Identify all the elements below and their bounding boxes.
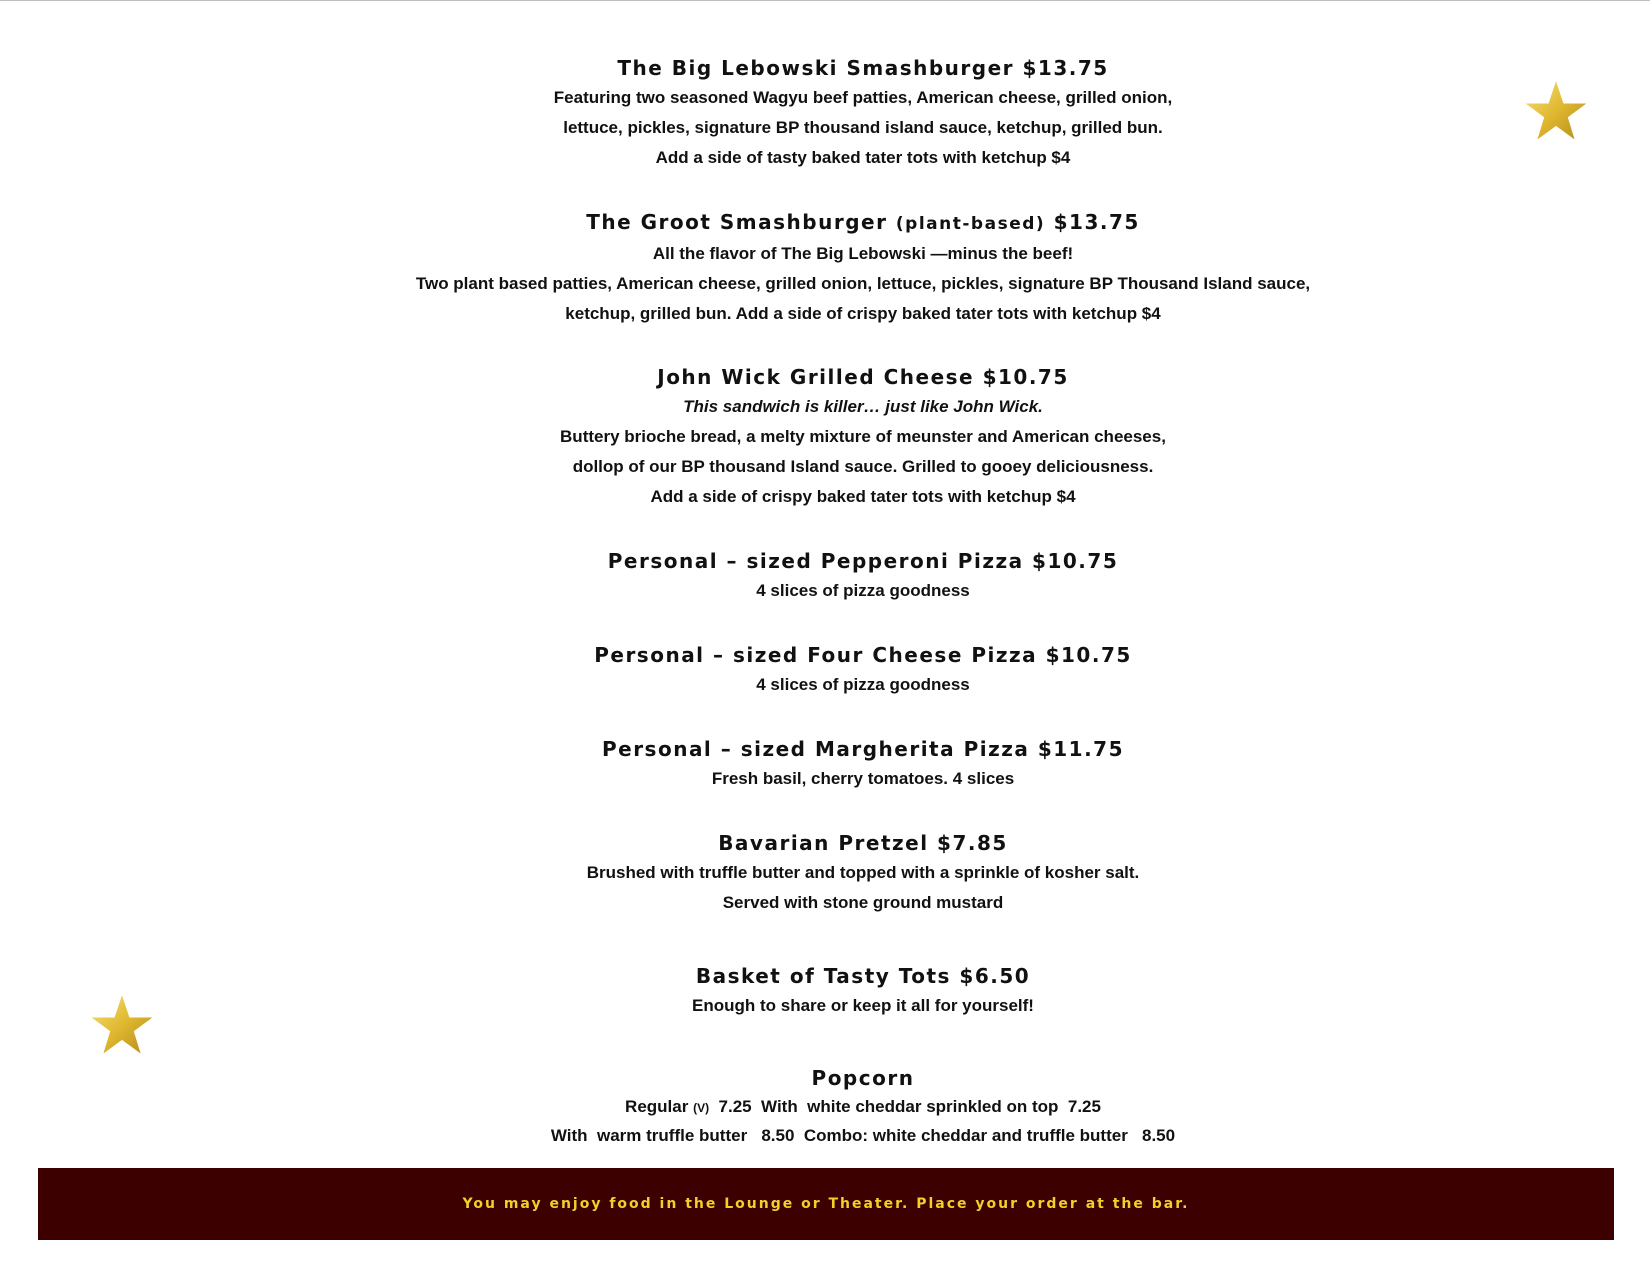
menu-item-big-lebowski [300, 53, 1426, 173]
item-description: Buttery brioche bread, a melty mixture of meunster and American cheeses, [560, 427, 1166, 446]
item-description: Brushed with truffle butter and topped with a sprinkle of kosher salt. [586, 863, 1140, 882]
item-description: Two plant based patties, American cheese, grilled onion, lettuce, pickles, signature BP Thousand Island sauce, [415, 274, 1311, 293]
item-title: Bavarian Pretzel $7.85 [718, 831, 1008, 855]
item-title: Basket of Tasty Tots $6.50 [695, 964, 1031, 988]
item-title-price: $13.75 [1045, 210, 1140, 234]
item-title: Personal – sized Margherita Pizza $11.75 [601, 737, 1125, 761]
item-description: Served with stone ground mustard [722, 893, 1004, 912]
menu-item-groot [300, 207, 1426, 329]
item-title: Personal – sized Four Cheese Pizza $10.75 [594, 643, 1132, 667]
menu-item-margherita-pizza [300, 734, 1426, 794]
item-title: The Big Lebowski Smashburger $13.75 [617, 56, 1109, 80]
menu-item-pepperoni-pizza [300, 546, 1426, 606]
item-title: Popcorn [811, 1066, 915, 1090]
plant-based-tag: (plant-based) [895, 214, 1046, 234]
popcorn-options-line: With warm truffle butter 8.50 Combo: white cheddar and truffle butter 8.50 [550, 1126, 1176, 1145]
item-description: ketchup, grilled bun. Add a side of crispy baked tater tots with ketchup $4 [565, 304, 1161, 323]
menu-item-bavarian-pretzel [300, 828, 1426, 918]
top-divider [0, 0, 1650, 1]
item-title [300, 207, 1426, 239]
star-icon [91, 994, 153, 1056]
item-description: Add a side of crispy baked tater tots with ketchup $4 [650, 487, 1076, 506]
item-description: Add a side of tasty baked tater tots with ketchup $4 [655, 148, 1071, 167]
item-description: Featuring two seasoned Wagyu beef patties, American cheese, grilled onion, [553, 88, 1173, 107]
item-description: 4 slices of pizza goodness [756, 675, 970, 694]
popcorn-options-line [300, 1093, 1426, 1122]
item-title: Personal – sized Pepperoni Pizza $10.75 [607, 549, 1119, 573]
item-description: Enough to share or keep it all for yourself! [692, 996, 1034, 1015]
item-tagline: This sandwich is killer… just like John Wick. [683, 397, 1043, 416]
popcorn-regular-label: Regular [625, 1097, 694, 1116]
item-description: 4 slices of pizza goodness [756, 581, 970, 600]
menu-item-four-cheese-pizza [300, 640, 1426, 700]
vegan-marker: (V) [693, 1101, 710, 1115]
item-description: All the flavor of The Big Lebowski —minus the beef! [652, 244, 1074, 263]
item-title: John Wick Grilled Cheese $10.75 [657, 365, 1069, 389]
menu-item-tasty-tots [300, 961, 1426, 1021]
menu-item-popcorn [300, 1063, 1426, 1149]
star-icon [1525, 80, 1587, 142]
item-description: lettuce, pickles, signature BP thousand island sauce, ketchup, grilled bun. [563, 118, 1163, 137]
footer-banner [38, 1168, 1614, 1240]
item-description: Fresh basil, cherry tomatoes. 4 slices [711, 769, 1015, 788]
item-description: dollop of our BP thousand Island sauce. Grilled to gooey deliciousness. [572, 457, 1154, 476]
footer-notice: You may enjoy food in the Lounge or Theater. Place your order at the bar. [462, 1196, 1190, 1212]
menu-item-john-wick [300, 362, 1426, 512]
item-title-name: The Groot Smashburger [586, 210, 896, 234]
popcorn-options-text: 7.25 With white cheddar sprinkled on top 7.25 [709, 1097, 1101, 1116]
